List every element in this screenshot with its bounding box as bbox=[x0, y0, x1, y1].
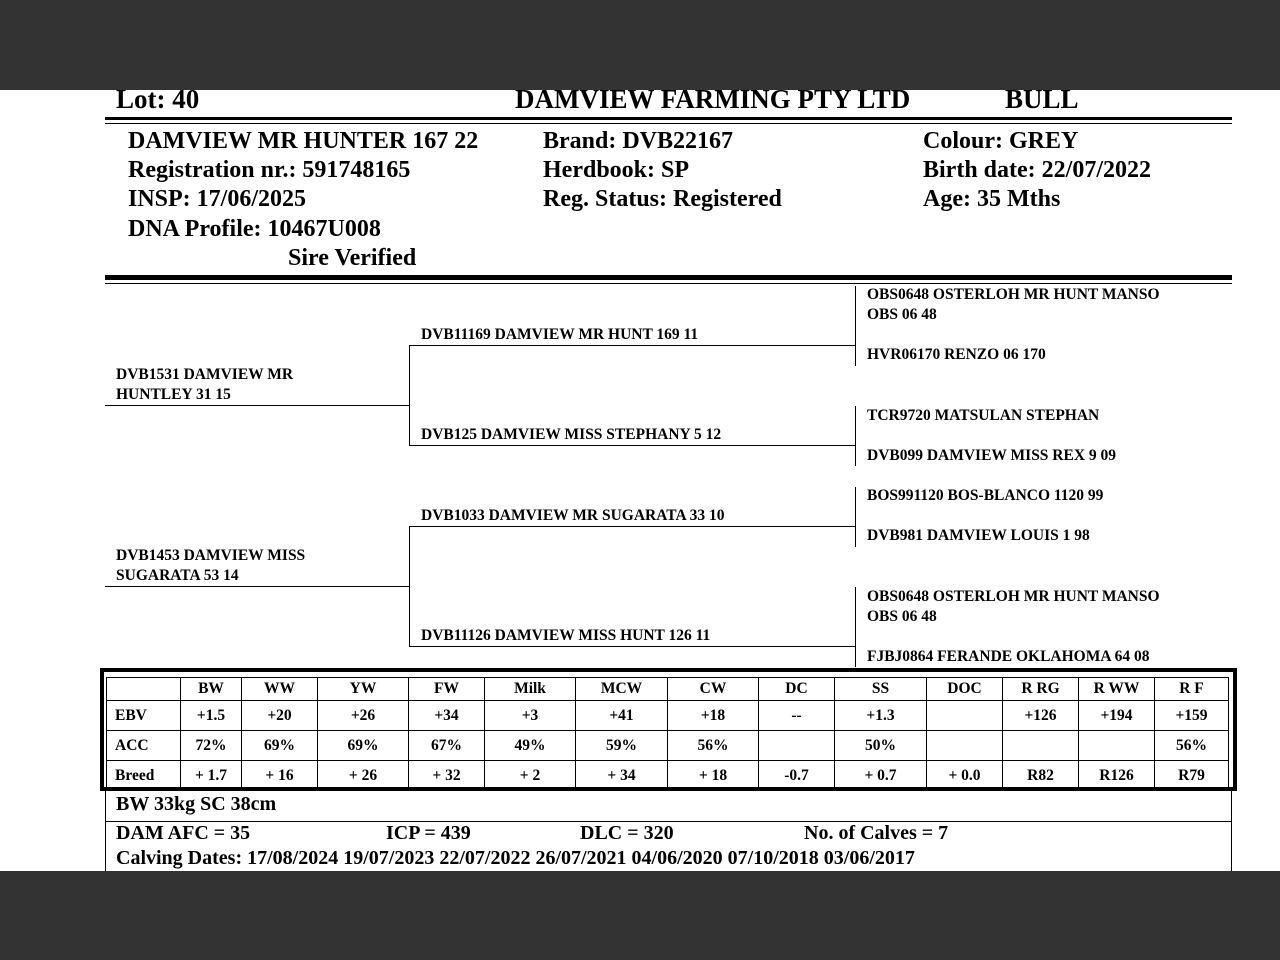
pedigree-ggp-5: BOS991120 BOS-BLANCO 1120 99 bbox=[867, 487, 1104, 504]
breed-cell: R126 bbox=[1079, 761, 1155, 791]
colour: Colour: GREY bbox=[923, 128, 1079, 154]
measurements: BW 33kg SC 38cm bbox=[116, 793, 277, 815]
ebv-header-cell bbox=[107, 678, 181, 701]
dam-afc: DAM AFC = 35 bbox=[116, 822, 251, 844]
catalogue-page bbox=[0, 90, 1280, 871]
ebv-table bbox=[106, 677, 1229, 791]
dam-bracket bbox=[409, 526, 410, 647]
farm-name: DAMVIEW FARMING PTY LTD bbox=[515, 90, 911, 114]
ebv-header-cell: Milk bbox=[485, 678, 576, 701]
acc-cell: 69% bbox=[318, 731, 409, 761]
animal-sex: BULL bbox=[1005, 90, 1079, 114]
dam-dlc: DLC = 320 bbox=[580, 822, 674, 844]
acc-cell: 49% bbox=[485, 731, 576, 761]
ggp-bracket-1 bbox=[855, 286, 856, 366]
ebv-cell: +126 bbox=[1003, 701, 1079, 731]
breed-cell: R82 bbox=[1003, 761, 1079, 791]
ebv-cell bbox=[927, 701, 1003, 731]
details-rule-thick bbox=[105, 275, 1232, 280]
breed-cell: -0.7 bbox=[759, 761, 835, 791]
pedigree-dam: DVB1453 DAMVIEW MISS SUGARATA 53 14 bbox=[116, 547, 306, 584]
acc-cell: 72% bbox=[181, 731, 242, 761]
breed-cell: + 16 bbox=[242, 761, 318, 791]
sire-dam-line bbox=[409, 445, 856, 446]
breed-cell: + 18 bbox=[668, 761, 759, 791]
acc-cell: 67% bbox=[409, 731, 485, 761]
sire-line bbox=[105, 405, 410, 406]
breed-cell: + 2 bbox=[485, 761, 576, 791]
registration-number: Registration nr.: 591748165 bbox=[128, 157, 411, 183]
pedigree-dam-dam: DVB11126 DAMVIEW MISS HUNT 126 11 bbox=[421, 627, 711, 644]
acc-cell bbox=[1079, 731, 1155, 761]
breed-cell: + 0.0 bbox=[927, 761, 1003, 791]
pedigree-ggp-2: HVR06170 RENZO 06 170 bbox=[867, 346, 1046, 363]
dam-dam-line bbox=[409, 646, 856, 647]
ebv-cell: +1.5 bbox=[181, 701, 242, 731]
breed-row-label: Breed bbox=[107, 761, 181, 791]
animal-name: DAMVIEW MR HUNTER 167 22 bbox=[128, 128, 479, 154]
birth-date: Birth date: 22/07/2022 bbox=[923, 157, 1151, 183]
ebv-row-label: EBV bbox=[107, 701, 181, 731]
pedigree-ggp-6: DVB981 DAMVIEW LOUIS 1 98 bbox=[867, 527, 1090, 544]
breed-cell: + 32 bbox=[409, 761, 485, 791]
breed-cell: + 1.7 bbox=[181, 761, 242, 791]
pedigree-ggp-7: OBS0648 OSTERLOH MR HUNT MANSO OBS 06 48 bbox=[867, 588, 1160, 625]
breed-cell: + 26 bbox=[318, 761, 409, 791]
registration-status: Reg. Status: Registered bbox=[543, 186, 782, 212]
acc-cell: 50% bbox=[835, 731, 927, 761]
header-rule-thick bbox=[105, 117, 1232, 120]
lot-number: Lot: 40 bbox=[116, 90, 200, 114]
ebv-cell: +194 bbox=[1079, 701, 1155, 731]
sire-sire-line bbox=[409, 345, 856, 346]
pedigree-sire-dam: DVB125 DAMVIEW MISS STEPHANY 5 12 bbox=[421, 426, 722, 443]
breed-row bbox=[107, 761, 1229, 791]
acc-cell bbox=[927, 731, 1003, 761]
dna-profile: DNA Profile: 10467U008 bbox=[128, 216, 381, 242]
ebv-cell: +159 bbox=[1155, 701, 1229, 731]
dam-icp: ICP = 439 bbox=[386, 822, 471, 844]
ebv-header-cell: BW bbox=[181, 678, 242, 701]
ebv-header-cell: R WW bbox=[1079, 678, 1155, 701]
dam-calves: No. of Calves = 7 bbox=[804, 822, 949, 844]
acc-cell: 56% bbox=[1155, 731, 1229, 761]
ebv-header-cell: CW bbox=[668, 678, 759, 701]
ebv-row bbox=[107, 701, 1229, 731]
ebv-header-cell: FW bbox=[409, 678, 485, 701]
brand: Brand: DVB22167 bbox=[543, 128, 734, 154]
ggp-bracket-4 bbox=[855, 587, 856, 667]
dam-line bbox=[105, 586, 410, 587]
breed-cell: + 34 bbox=[576, 761, 668, 791]
pedigree-ggp-4: DVB099 DAMVIEW MISS REX 9 09 bbox=[867, 447, 1117, 464]
sire-bracket bbox=[409, 345, 410, 446]
ebv-header-cell: MCW bbox=[576, 678, 668, 701]
acc-row-label: ACC bbox=[107, 731, 181, 761]
ebv-header-cell: R F bbox=[1155, 678, 1229, 701]
acc-cell bbox=[759, 731, 835, 761]
ebv-cell: +41 bbox=[576, 701, 668, 731]
pedigree-dam-sire: DVB1033 DAMVIEW MR SUGARATA 33 10 bbox=[421, 507, 725, 524]
ggp-bracket-3 bbox=[855, 487, 856, 547]
ggp-bracket-2 bbox=[855, 406, 856, 466]
ebv-header-row bbox=[107, 678, 1229, 701]
ebv-header-cell: DC bbox=[759, 678, 835, 701]
ebv-cell: +3 bbox=[485, 701, 576, 731]
breed-cell: + 0.7 bbox=[835, 761, 927, 791]
pedigree-sire: DVB1531 DAMVIEW MR HUNTLEY 31 15 bbox=[116, 366, 294, 403]
ebv-cell: -- bbox=[759, 701, 835, 731]
acc-cell bbox=[1003, 731, 1079, 761]
ebv-cell: +20 bbox=[242, 701, 318, 731]
breed-cell: R79 bbox=[1155, 761, 1229, 791]
pedigree-ggp-3: TCR9720 MATSULAN STEPHAN bbox=[867, 407, 1100, 424]
herdbook: Herdbook: SP bbox=[543, 157, 690, 183]
acc-row bbox=[107, 731, 1229, 761]
ebv-cell: +18 bbox=[668, 701, 759, 731]
ebv-header-cell: R RG bbox=[1003, 678, 1079, 701]
ebv-header-cell: SS bbox=[835, 678, 927, 701]
ebv-header-cell: YW bbox=[318, 678, 409, 701]
ebv-cell: +34 bbox=[409, 701, 485, 731]
acc-cell: 69% bbox=[242, 731, 318, 761]
insp-date: INSP: 17/06/2025 bbox=[128, 186, 307, 212]
header-rule-thin bbox=[105, 123, 1232, 124]
ebv-header-cell: DOC bbox=[927, 678, 1003, 701]
sire-verified: Sire Verified bbox=[288, 245, 417, 271]
ebv-cell: +1.3 bbox=[835, 701, 927, 731]
acc-cell: 56% bbox=[668, 731, 759, 761]
pedigree-ggp-8: FJBJ0864 FERANDE OKLAHOMA 64 08 bbox=[867, 648, 1150, 665]
pedigree-ggp-1: OBS0648 OSTERLOH MR HUNT MANSO OBS 06 48 bbox=[867, 286, 1160, 323]
calving-dates: Calving Dates: 17/08/2024 19/07/2023 22/07/2022 26/07/2021 04/06/2020 07/10/2018 03/06/2017 bbox=[116, 847, 915, 869]
ebv-header-cell: WW bbox=[242, 678, 318, 701]
dam-sire-line bbox=[409, 526, 856, 527]
ebv-cell: +26 bbox=[318, 701, 409, 731]
age: Age: 35 Mths bbox=[923, 186, 1061, 212]
details-rule-thin bbox=[105, 283, 1232, 284]
acc-cell: 59% bbox=[576, 731, 668, 761]
pedigree-sire-sire: DVB11169 DAMVIEW MR HUNT 169 11 bbox=[421, 326, 699, 343]
